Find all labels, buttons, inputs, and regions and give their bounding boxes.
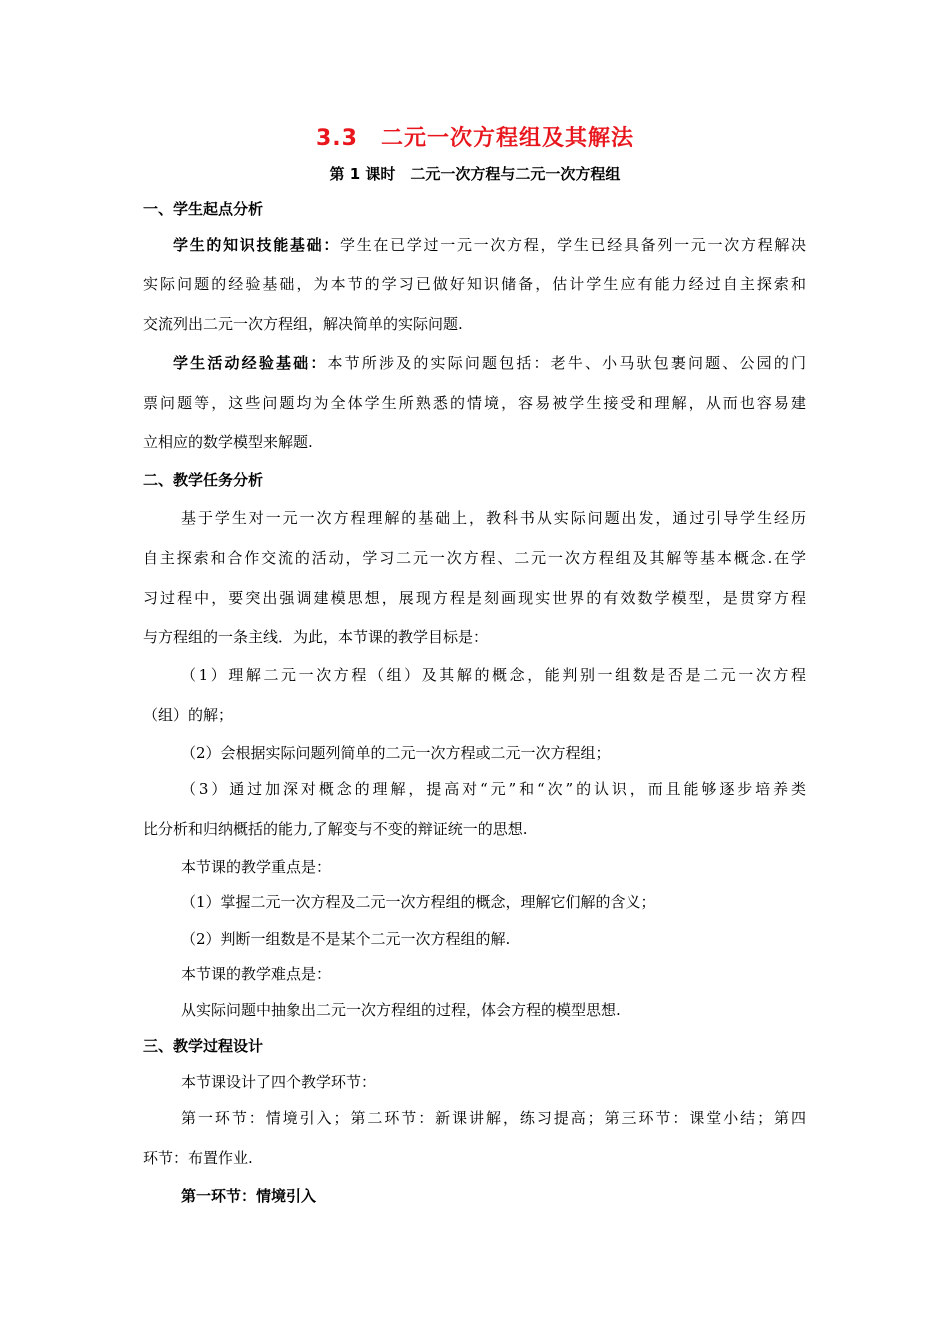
paragraph-line: 票问题等，这些问题均为全体学生所熟悉的情境，容易被学生接受和理解，从而也容易建 xyxy=(143,394,806,412)
section-heading-3: 三、教学过程设计 xyxy=(143,1037,264,1055)
key-point-2: （2）判断一组数是不是某个二元一次方程组的解. xyxy=(181,930,511,948)
page-title: 3.3 二元一次方程组及其解法 xyxy=(316,126,634,151)
paragraph-line: 交流列出二元一次方程组，解决简单的实际问题. xyxy=(143,315,463,333)
paragraph-line: 环节：布置作业. xyxy=(143,1149,253,1167)
paragraph-line: 习过程中，要突出强调建模思想，展现方程是刻画现实世界的有效数学模型，是贯穿方程 xyxy=(143,589,806,607)
goal-item-1: （1）理解二元一次方程（组）及其解的概念，能判别一组数是否是二元一次方程 xyxy=(181,666,806,684)
paragraph-line: 自主探索和合作交流的活动，学习二元一次方程、二元一次方程组及其解等基本概念.在学 xyxy=(143,549,806,567)
paragraph-line: 学生活动经验基础：本节所涉及的实际问题包括：老牛、小马驮包裹问题、公园的门 xyxy=(173,354,806,372)
paragraph-label: 学生活动经验基础： xyxy=(173,354,328,372)
key-point-1: （1）掌握二元一次方程及二元一次方程组的概念，理解它们解的含义； xyxy=(181,893,656,911)
section-heading-1: 一、学生起点分析 xyxy=(143,200,264,218)
section-heading-2: 二、教学任务分析 xyxy=(143,471,264,489)
paragraph-line: 实际问题的经验基础，为本节的学习已做好知识储备，估计学生应有能力经过自主探索和 xyxy=(143,275,806,293)
paragraph-line: 学生的知识技能基础：学生在已学过一元一次方程，学生已经具备列一元一次方程解决 xyxy=(173,236,806,254)
page-subtitle: 第 1 课时 二元一次方程与二元一次方程组 xyxy=(329,165,621,183)
paragraph-line: 基于学生对一元一次方程理解的基础上，教科书从实际问题出发，通过引导学生经历 xyxy=(181,509,806,527)
paragraph-line: 比分析和归纳概括的能力,了解变与不变的辩证统一的思想. xyxy=(143,820,528,838)
paragraph-label: 学生的知识技能基础： xyxy=(173,236,341,254)
difficulty-1: 从实际问题中抽象出二元一次方程组的过程，体会方程的模型思想. xyxy=(181,1001,621,1019)
paragraph-line: 本节课设计了四个教学环节： xyxy=(181,1073,377,1091)
difficulty-label: 本节课的教学难点是： xyxy=(181,965,332,983)
paragraph-line: 第一环节：情境引入；第二环节：新课讲解，练习提高；第三环节：课堂小结；第四 xyxy=(181,1109,806,1127)
key-points-label: 本节课的教学重点是： xyxy=(181,858,332,876)
paragraph-line: 与方程组的一条主线．为此，本节课的教学目标是： xyxy=(143,628,489,646)
step-heading-1: 第一环节：情境引入 xyxy=(181,1187,317,1205)
paragraph-line: （组）的解； xyxy=(143,706,234,724)
goal-item-3: （3）通过加深对概念的理解，提高对“元”和“次”的认识，而且能够逐步培养类 xyxy=(181,780,806,798)
goal-item-2: （2）会根据实际问题列简单的二元一次方程或二元一次方程组； xyxy=(181,744,611,762)
paragraph-line: 立相应的数学模型来解题. xyxy=(143,433,313,451)
